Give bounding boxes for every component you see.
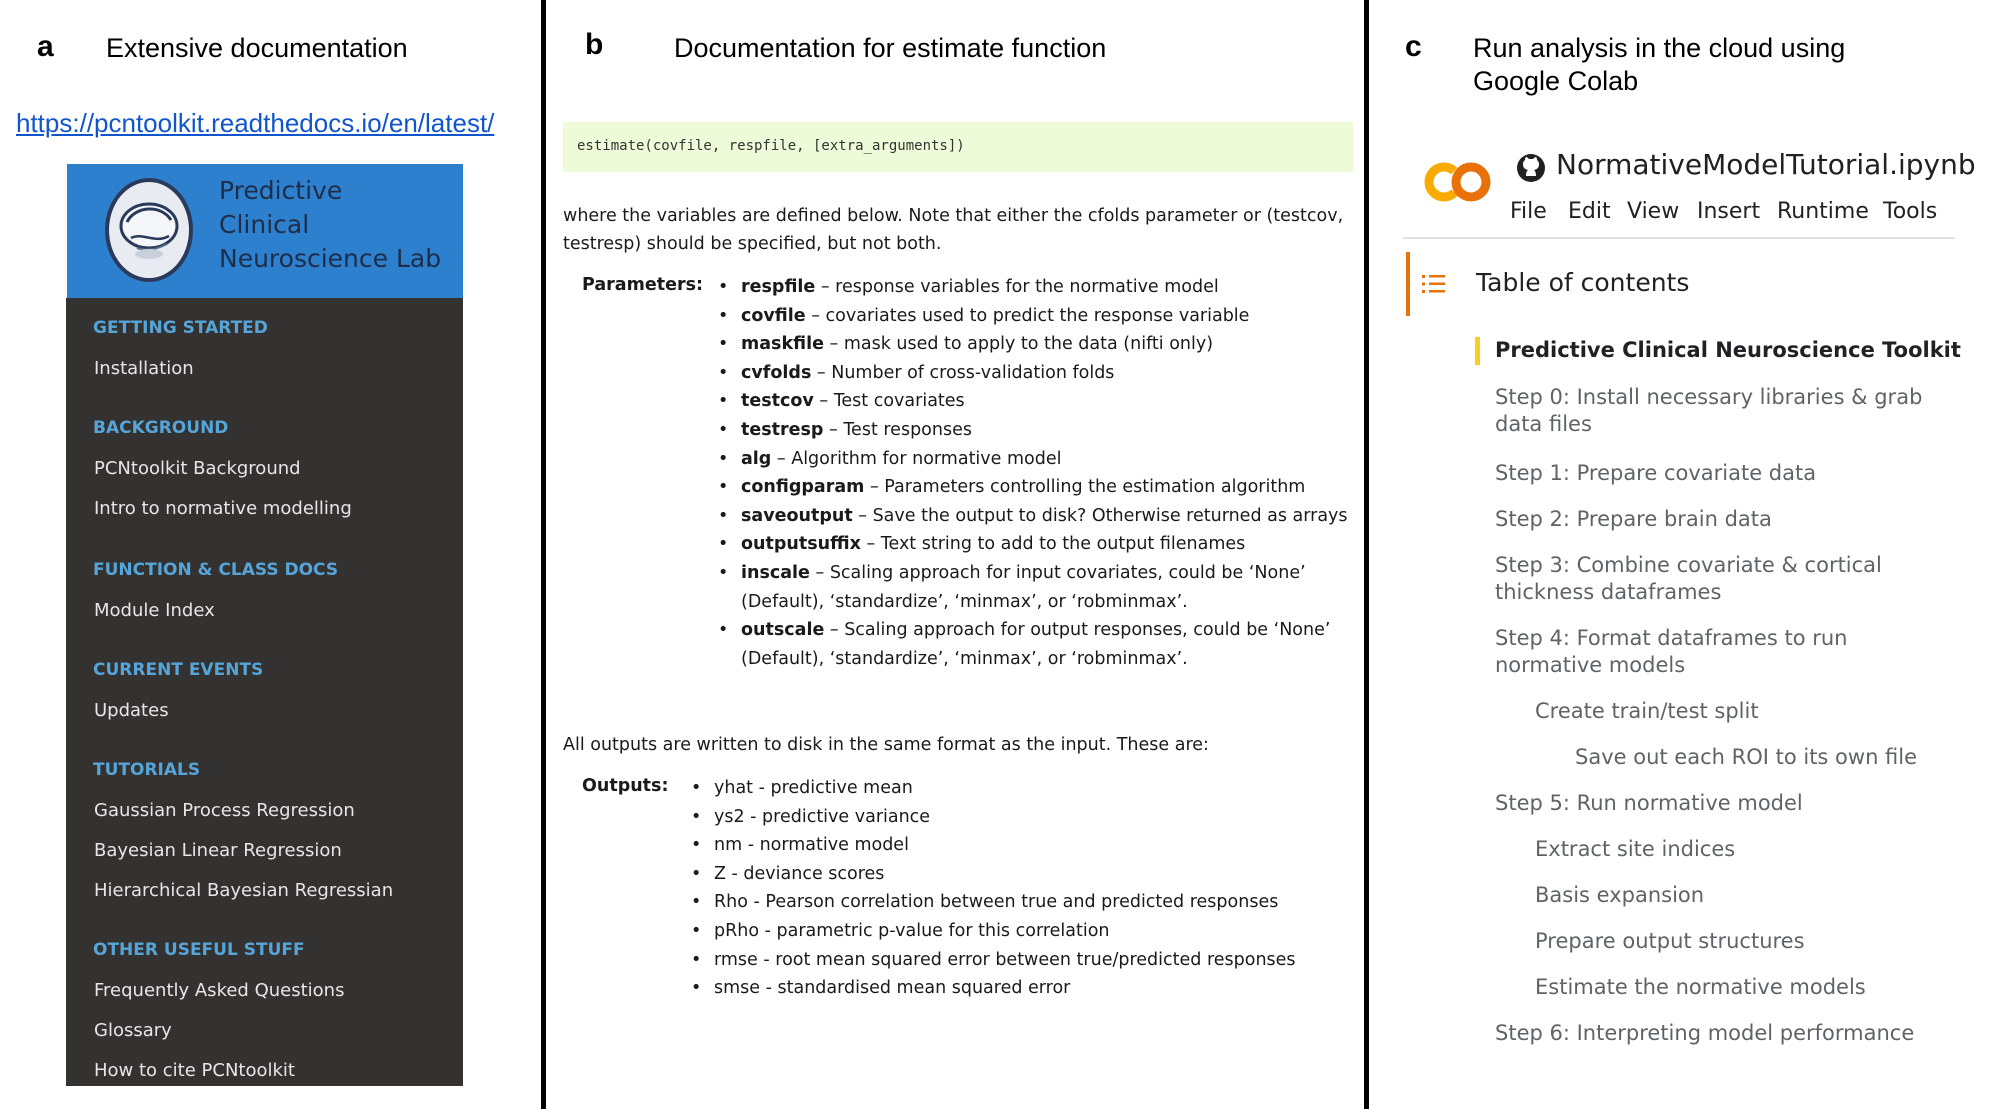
parameter-desc: – response variables for the normative model: [815, 277, 1219, 297]
parameter-name: respfile: [741, 277, 816, 297]
toc-item-line: Step 0: Install necessary libraries & grab: [1495, 385, 1923, 409]
menu-runtime[interactable]: Runtime: [1777, 199, 1869, 224]
code-signature-box: [563, 122, 1353, 172]
panel-divider-right: [1364, 0, 1369, 1109]
parameter-name: alg: [741, 448, 772, 469]
parameter-desc: – Save the output to disk? Otherwise returned as arrays: [852, 505, 1348, 526]
parameter-desc: – Test covariates: [813, 391, 965, 412]
output-item: • ys2 - predictive variance: [691, 803, 1331, 832]
nav-item-faq[interactable]: Frequently Asked Questions: [94, 980, 345, 1001]
toc-item-line: Step 4: Format dataframes to run: [1495, 626, 1848, 650]
parameter-item: [718, 359, 1358, 388]
parameter-item: [718, 416, 1358, 445]
nav-item-background[interactable]: PCNtoolkit Background: [94, 458, 301, 479]
panel-c-heading-line: Run analysis in the cloud using: [1473, 33, 1846, 63]
output-item: • Rho - Pearson correlation between true and predicted responses: [691, 888, 1331, 917]
outputs-intro: All outputs are written to disk in the same format as the input. These are:: [563, 735, 1209, 755]
intro-paragraph: [563, 202, 1353, 258]
parameter-name: testcov: [741, 391, 814, 412]
lab-name-line: Clinical: [219, 210, 310, 239]
parameter-desc: – Text string to add to the output filenames: [860, 534, 1246, 555]
output-list: [691, 774, 1331, 1003]
nav-item-cite[interactable]: How to cite PCNtoolkit: [94, 1060, 295, 1081]
panel-a-heading: Extensive documentation: [106, 33, 408, 63]
parameter-desc: – Scaling approach for input covariates, could be ‘None’ (Default), ‘standardize’, ‘minmax’, or ‘robminmax’.: [741, 562, 1306, 612]
parameter-item: [718, 473, 1358, 502]
docs-header: [67, 164, 463, 298]
nav-caption-getting-started: GETTING STARTED: [93, 318, 268, 338]
parameter-item: [718, 502, 1358, 531]
output-item: • smse - standardised mean squared error: [691, 974, 1331, 1003]
parameter-name: maskfile: [741, 334, 824, 355]
toc-item-step1[interactable]: Step 1: Prepare covariate data: [1495, 461, 1817, 485]
panel-a-letter: a: [37, 30, 54, 63]
menu-edit[interactable]: Edit: [1568, 199, 1611, 224]
toc-item-step6[interactable]: Step 6: Interpreting model performance: [1495, 1021, 1915, 1045]
toc-active-indicator: [1475, 337, 1480, 365]
panel-c-heading-line: Google Colab: [1473, 66, 1639, 96]
toc-item-step3[interactable]: [1495, 552, 1882, 606]
parameter-item: [718, 530, 1358, 559]
toc-item-site-indices[interactable]: Extract site indices: [1535, 837, 1736, 861]
parameter-name: inscale: [741, 562, 810, 583]
panel-divider-left: [541, 0, 546, 1109]
function-signature: estimate(covfile, respfile, [extra_arguments]): [577, 138, 965, 154]
output-item: • rmse - root mean squared error between true/predicted responses: [691, 946, 1331, 975]
nav-item-glossary[interactable]: Glossary: [94, 1020, 172, 1041]
nav-item-blr[interactable]: Bayesian Linear Regression: [94, 840, 342, 861]
nav-item-intro[interactable]: Intro to normative modelling: [94, 498, 352, 519]
output-item: • Z - deviance scores: [691, 860, 1331, 889]
colab-logo-icon: [1424, 157, 1492, 207]
toc-item-line: normative models: [1495, 653, 1686, 677]
intro-line: where the variables are defined below. Note that either the cfolds parameter or (testcov,: [563, 206, 1344, 226]
parameter-item: [718, 445, 1358, 474]
parameter-name: cvfolds: [741, 362, 812, 383]
lab-name-line: Neuroscience Lab: [219, 244, 442, 273]
toc-item-line: Step 3: Combine covariate & cortical: [1495, 553, 1882, 577]
toolbar-divider: [1403, 237, 1955, 239]
toc-item-save-roi[interactable]: Save out each ROI to its own file: [1575, 745, 1918, 769]
nav-caption-background: BACKGROUND: [93, 418, 229, 438]
toc-item-active[interactable]: Predictive Clinical Neuroscience Toolkit: [1495, 338, 1961, 362]
output-item: • yhat - predictive mean: [691, 774, 1331, 803]
nav-caption-function-docs: FUNCTION & CLASS DOCS: [93, 560, 339, 580]
nav-item-hbr[interactable]: Hierarchical Bayesian Regressian: [94, 880, 394, 901]
parameter-name: testresp: [741, 419, 824, 440]
parameters-label: Parameters:: [582, 275, 703, 295]
toc-item-basis[interactable]: Basis expansion: [1535, 883, 1705, 907]
nav-item-module-index[interactable]: Module Index: [94, 600, 215, 621]
parameter-item: [718, 616, 1358, 673]
outputs-label: Outputs:: [582, 776, 669, 796]
nav-caption-other: OTHER USEFUL STUFF: [93, 940, 305, 960]
lab-name: [219, 174, 441, 276]
parameter-item: [718, 559, 1358, 616]
github-icon[interactable]: [1516, 153, 1546, 183]
parameter-desc: – Parameters controlling the estimation algorithm: [864, 477, 1306, 498]
toc-title: Table of contents: [1476, 268, 1690, 297]
panel-c-heading: [1473, 32, 1845, 98]
nav-caption-tutorials: TUTORIALS: [93, 760, 201, 780]
docs-link[interactable]: https://pcntoolkit.readthedocs.io/en/latest/: [16, 108, 495, 138]
nav-item-gpr[interactable]: Gaussian Process Regression: [94, 800, 355, 821]
toc-item-step5[interactable]: Step 5: Run normative model: [1495, 791, 1803, 815]
toc-item-line: data files: [1495, 412, 1592, 436]
toc-list-icon[interactable]: [1420, 272, 1448, 296]
notebook-title[interactable]: NormativeModelTutorial.ipynb: [1556, 148, 1976, 181]
docs-sidebar-nav: [66, 298, 463, 1086]
panel-b-letter: b: [585, 28, 604, 61]
toc-item-step0[interactable]: [1495, 384, 1922, 438]
parameter-item: [718, 330, 1358, 359]
toc-item-step2[interactable]: Step 2: Prepare brain data: [1495, 507, 1772, 531]
parameter-name: configparam: [741, 477, 865, 498]
parameter-item: [718, 273, 1358, 302]
panel-b-heading: Documentation for estimate function: [674, 33, 1107, 63]
parameter-desc: – Algorithm for normative model: [771, 448, 1062, 469]
parameter-desc: – Number of cross-validation folds: [811, 362, 1115, 383]
parameter-desc: – Test responses: [823, 419, 972, 440]
toc-item-step4[interactable]: [1495, 625, 1847, 679]
toc-item-estimate[interactable]: Estimate the normative models: [1535, 975, 1866, 999]
nav-item-installation[interactable]: Installation: [94, 358, 194, 379]
parameter-item: [718, 302, 1358, 331]
parameter-desc: – covariates used to predict the response variable: [805, 305, 1250, 326]
toc-item-line: thickness dataframes: [1495, 580, 1722, 604]
output-item: • pRho - parametric p-value for this correlation: [691, 917, 1331, 946]
toc-accent-bar: [1406, 252, 1410, 316]
toc-item-train-test[interactable]: Create train/test split: [1535, 699, 1759, 723]
parameter-desc: – Scaling approach for output responses, could be ‘None’ (Default), ‘standardize’, ‘minmax’, or ‘robminmax’.: [741, 620, 1331, 669]
parameter-desc: – mask used to apply to the data (nifti only): [823, 334, 1214, 355]
toc-item-output-structures[interactable]: Prepare output structures: [1535, 929, 1805, 953]
parameter-name: outputsuffix: [741, 534, 861, 555]
menu-insert[interactable]: Insert: [1697, 199, 1761, 224]
parameter-name: saveoutput: [741, 505, 853, 526]
menu-view[interactable]: View: [1627, 199, 1680, 224]
parameter-item: [718, 387, 1358, 416]
parameter-list: [718, 273, 1358, 673]
nav-caption-current-events: CURRENT EVENTS: [93, 660, 264, 680]
nav-item-updates[interactable]: Updates: [94, 700, 169, 721]
brain-logo-icon: [105, 178, 193, 282]
lab-name-line: Predictive: [219, 176, 343, 205]
menu-file[interactable]: File: [1510, 199, 1547, 224]
output-item: • nm - normative model: [691, 831, 1331, 860]
parameter-name: covfile: [741, 305, 806, 326]
menu-tools[interactable]: Tools: [1883, 199, 1938, 224]
panel-c-letter: c: [1405, 30, 1422, 63]
intro-line: testresp) should be specified, but not both.: [563, 234, 942, 254]
parameter-name: outscale: [741, 620, 825, 641]
